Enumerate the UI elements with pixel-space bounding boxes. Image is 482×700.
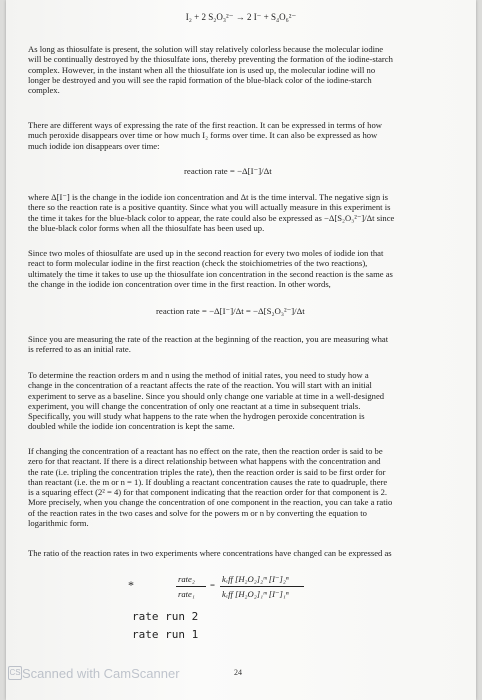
text-line: experiment, you will change the concentration of only one reactant at a time in subsequent trials. xyxy=(28,400,361,411)
rate-equation-1: reaction rate = −Δ[I⁻]/Δt xyxy=(184,166,272,176)
paragraph-thiosulfate xyxy=(28,44,464,95)
camscanner-icon: CS xyxy=(8,666,22,680)
text-line: To determine the reaction orders m and n using the method of initial rates, you need to study how a xyxy=(28,370,369,380)
paragraph-negative-sign xyxy=(28,192,464,233)
document-page xyxy=(6,0,476,700)
text-line: will be continually destroyed by the thiosulfate ions, thereby preventing the formation of the iodine-starch xyxy=(28,54,393,65)
page-number: 24 xyxy=(234,668,242,677)
text-line: More precisely, when you change the concentration of one component in the reaction, you can take a ratio xyxy=(28,497,393,508)
text-line: There are different ways of expressing the rate of the first reaction. It can be expressed in terms of how xyxy=(28,120,382,130)
text-line: there so the reaction rate is a positive quantity. Since what you will actually measure in this experiment is xyxy=(28,202,391,213)
text-line: react to form molecular iodine in the first reaction (check the stoichiometries of the two reactions), xyxy=(28,258,368,269)
text-line: doubled while the iodide ion concentration is kept the same. xyxy=(28,421,235,432)
text-line: much peroxide disappears over time or how much I₂ forms over time. It can also be expressed as how xyxy=(28,130,378,141)
paragraph-initial-rate xyxy=(28,334,464,355)
paragraph-rate-expressions xyxy=(28,120,464,151)
star-mark: * xyxy=(128,578,134,592)
text-line: zero for that reactant. If there is a direct relationship between what happens with the concentration and xyxy=(28,456,381,467)
paragraph-stoichiometry xyxy=(28,248,464,289)
rate-equation-2: reaction rate = −Δ[I⁻]/Δt = −Δ[S₂O₃²⁻]/Δt xyxy=(156,306,305,316)
text-line: is a squaring effect (2² = 4) for that component indicating that the reaction order for that component is 2. xyxy=(28,487,388,498)
paragraph-method-initial-rates xyxy=(28,370,464,432)
text-line: than reactant (i.e. the m or n = 1). If doubling a reactant concentration causes the rate to quadruple, there xyxy=(28,476,388,487)
text-line: complex. However, in the instant when all the thiosulfate ion is used up, the molecular iodine will no xyxy=(28,64,376,75)
ratio-intro-text: The ratio of the reaction rates in two experiments where concentrations have changed can be expressed as xyxy=(28,548,392,558)
text-line: the change in the iodide ion concentration over time in the first reaction. In other words, xyxy=(28,278,331,289)
text-line: logarithmic form. xyxy=(28,518,89,529)
text-line: Since you are measuring the rate of the reaction at the beginning of the reaction, you are measuring what xyxy=(28,334,389,344)
fraction-bar-right xyxy=(220,586,304,587)
text-line: Specifically, you will study what happens to the rate when the hydrogen peroxide concentration is xyxy=(28,411,365,422)
text-line: where Δ[I⁻] is the change in the iodide ion concentration and Δt is the time interval. The negative sign is xyxy=(28,192,389,202)
text-line: If changing the concentration of a reactant has no effect on the rate, then the reaction order is said to be xyxy=(28,446,383,456)
handwritten-note-run-1: rate run 1 xyxy=(132,628,199,641)
handwritten-note-run-2: rate run 2 xyxy=(132,610,199,623)
text-line: is referred to as an initial rate. xyxy=(28,344,131,355)
text-line: Since two moles of thiosulfate are used up in the second reaction for every two moles of iodide ion that xyxy=(28,248,384,258)
ratio-denominator-right: kₑff [H₂O₂]₁ᵐ [I⁻]₁ⁿ xyxy=(222,589,289,599)
scanner-watermark: Scanned with CamScanner xyxy=(22,666,180,681)
text-line: ultimately the time it takes to use up the thiosulfate ion concentration in the second reaction is the same as xyxy=(28,268,393,279)
text-line: of the reaction rates in the two cases and solve for the powers m or n by converting the equation to xyxy=(28,507,367,518)
text-line: much iodide ion disappears over time: xyxy=(28,140,160,151)
text-line: complex. xyxy=(28,85,60,96)
ratio-denominator-left: rate₁ xyxy=(178,589,195,599)
text-line: the time it takes for the blue-black color to appear, the rate could also be expressed as −Δ[S₂O₃²⁻]/Δt since xyxy=(28,212,395,223)
ratio-numerator-left: rate₂ xyxy=(178,574,195,584)
reaction-equation: I₂ + 2 S₂O₃²⁻ → 2 I⁻ + S₄O₆²⁻ xyxy=(185,12,297,22)
fraction-bar-left xyxy=(176,586,206,587)
text-line: As long as thiosulfate is present, the solution will stay relatively colorless because the molecular iodine xyxy=(28,44,384,54)
paragraph-reaction-order xyxy=(28,446,464,528)
ratio-equals: = xyxy=(210,580,215,590)
text-line: the blue-black color forms when all the thiosulfate has been used up. xyxy=(28,222,265,233)
text-line: experiment to serve as a baseline. Since you should only change one variable at time in a well-designed xyxy=(28,390,385,401)
text-line: the rate (i.e. tripling the concentration triples the rate), then the reaction order is said to be first order for xyxy=(28,466,386,477)
text-line: change in the concentration of a reactant affects the rate of the reaction. You will start with an initial xyxy=(28,380,372,391)
ratio-numerator-right: kₑff [H₂O₂]₂ᵐ [I⁻]₂ⁿ xyxy=(222,574,289,584)
text-line: longer be destroyed and you will see the rapid formation of the blue-black color of the iodine-starch xyxy=(28,74,372,85)
